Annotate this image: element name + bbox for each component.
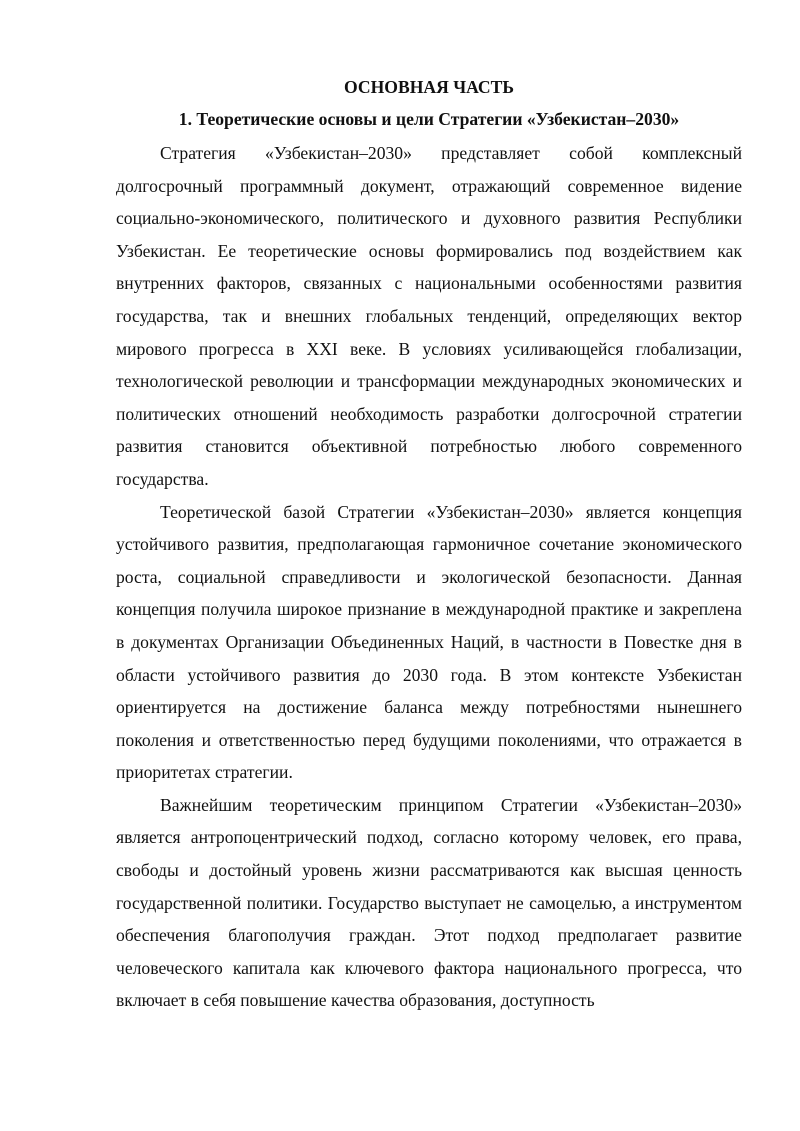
section-heading: ОСНОВНАЯ ЧАСТЬ <box>343 77 515 97</box>
paragraph-strategy-overview: Стратегия «Узбекистан–2030» представляет собой комплексный долгосрочный программный документ, отражающий современное видение социально-экономического, политического и духовного развития Республики Узбекистан. Ее теоретические основы формировались под воздействием как внутренних факторов, связанных с национальными особенностями развития государства, так и внешних глобальных тенденций, определяющих вектор мирового прогресса в XXI веке. В условиях усиливающейся глобализации, технологической революции и трансформации международных экономических и политических отношений необходимость разработки долгосрочной стратегии развития становится объективной потребностью любого современного государства. <box>116 143 742 489</box>
document-body <box>116 137 742 1017</box>
subsection-heading: 1. Теоретические основы и цели Стратегии «Узбекистан–2030» <box>178 109 680 129</box>
paragraph-sustainable-development: Теоретической базой Стратегии «Узбекистан–2030» является концепция устойчивого развития, предполагающая гармоничное сочетание экономического роста, социальной справедливости и экологической безопасности. Данная концепция получила широкое признание в международной практике и закреплена в документах Организации Объединенных Наций, в частности в Повестке дня в области устойчивого развития до 2030 года. В этом контексте Узбекистан ориентируется на достижение баланса между потребностями нынешнего поколения и ответственностью перед будущими поколениями, что отражается в приоритетах стратегии. <box>116 501 742 783</box>
paragraph-anthropocentric-approach: Важнейшим теоретическим принципом Стратегии «Узбекистан–2030» является антропоцентрический подход, согласно которому человек, его права, свободы и достойный уровень жизни рассматриваются как высшая ценность государственной политики. Государство выступает не самоцелью, а инструментом обеспечения благополучия граждан. Этот подход предполагает развитие человеческого капитала как ключевого фактора национального прогресса, что включает в себя повышение качества образования, доступность <box>116 794 742 1011</box>
